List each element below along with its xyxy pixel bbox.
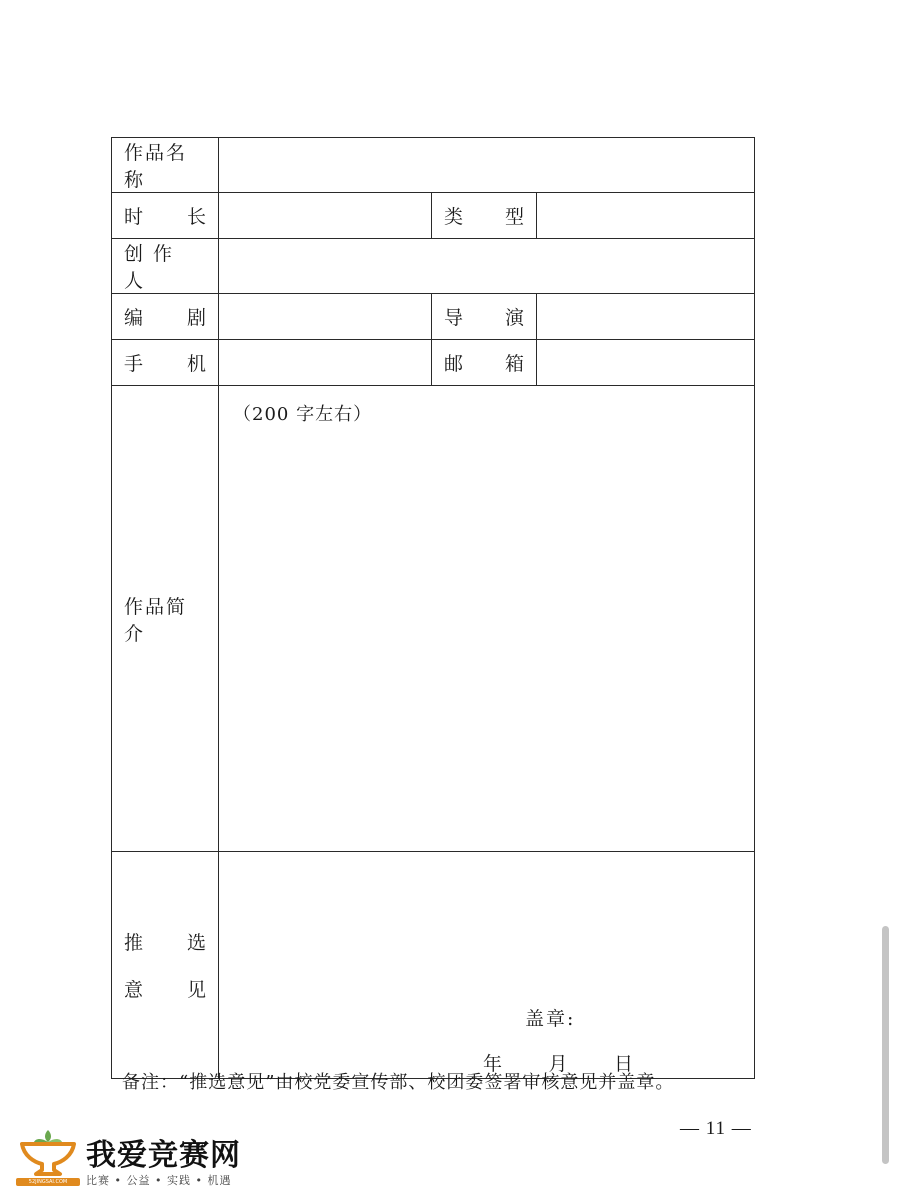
screenwriter-label-b: 剧 [186,307,206,329]
intro-hint: （200 字左右） [233,404,373,425]
duration-label-a: 时 [124,206,144,228]
logo-domain: 52JINGSAI.COM [16,1178,80,1186]
title-field[interactable] [219,138,755,193]
type-label-b: 型 [504,206,524,228]
director-field[interactable] [537,294,755,340]
vertical-scrollbar[interactable] [882,926,889,1164]
creator-label-cell [112,239,219,294]
phone-label-a: 手 [124,353,144,375]
site-logo[interactable] [14,1126,264,1192]
type-field[interactable] [537,193,755,239]
stamp-label: 盖章: [525,1008,576,1030]
email-label-cell [432,340,537,386]
opinion-label-cell [112,852,219,1079]
logo-title: 我爱竞赛网 [86,1138,241,1173]
screenwriter-label-a: 编 [124,307,144,329]
footnote: 备注：“推选意见”由校党委宣传部、校团委签署审核意见并盖章。 [122,1072,675,1093]
opinion-label-d: 见 [186,979,206,1001]
opinion-label-a: 推 [124,932,144,954]
date-day: 日 [613,1053,633,1075]
intro-label: 作品简介 [124,595,188,645]
title-label-cell [112,138,219,193]
duration-field[interactable] [219,193,432,239]
director-label-cell [432,294,537,340]
director-label-b: 演 [504,307,524,329]
opinion-field[interactable] [219,852,755,1079]
work-info-form [111,137,755,1079]
date-year: 年 [483,1053,503,1075]
phone-label-b: 机 [186,353,206,375]
screenwriter-label-cell [112,294,219,340]
opinion-label-b: 选 [186,932,206,954]
email-label-a: 邮 [444,353,464,375]
email-field[interactable] [537,340,755,386]
director-label-a: 导 [444,307,464,329]
duration-label-cell [112,193,219,239]
creator-label: 创作人 [124,243,183,292]
logo-subtitle: 比赛 • 公益 • 实践 • 机遇 [86,1174,232,1187]
intro-label-cell [112,386,219,852]
type-label-cell [432,193,537,239]
screenwriter-field[interactable] [219,294,432,340]
opinion-label-c: 意 [124,979,144,1001]
type-label-a: 类 [444,206,464,228]
creator-field[interactable] [219,239,755,294]
page-number: — 11 — [680,1118,752,1139]
title-label: 作品名称 [124,142,188,191]
duration-label-b: 长 [186,206,206,228]
date-month: 月 [548,1053,568,1075]
phone-field[interactable] [219,340,432,386]
phone-label-cell [112,340,219,386]
intro-field[interactable] [219,386,755,852]
email-label-b: 箱 [504,353,524,375]
